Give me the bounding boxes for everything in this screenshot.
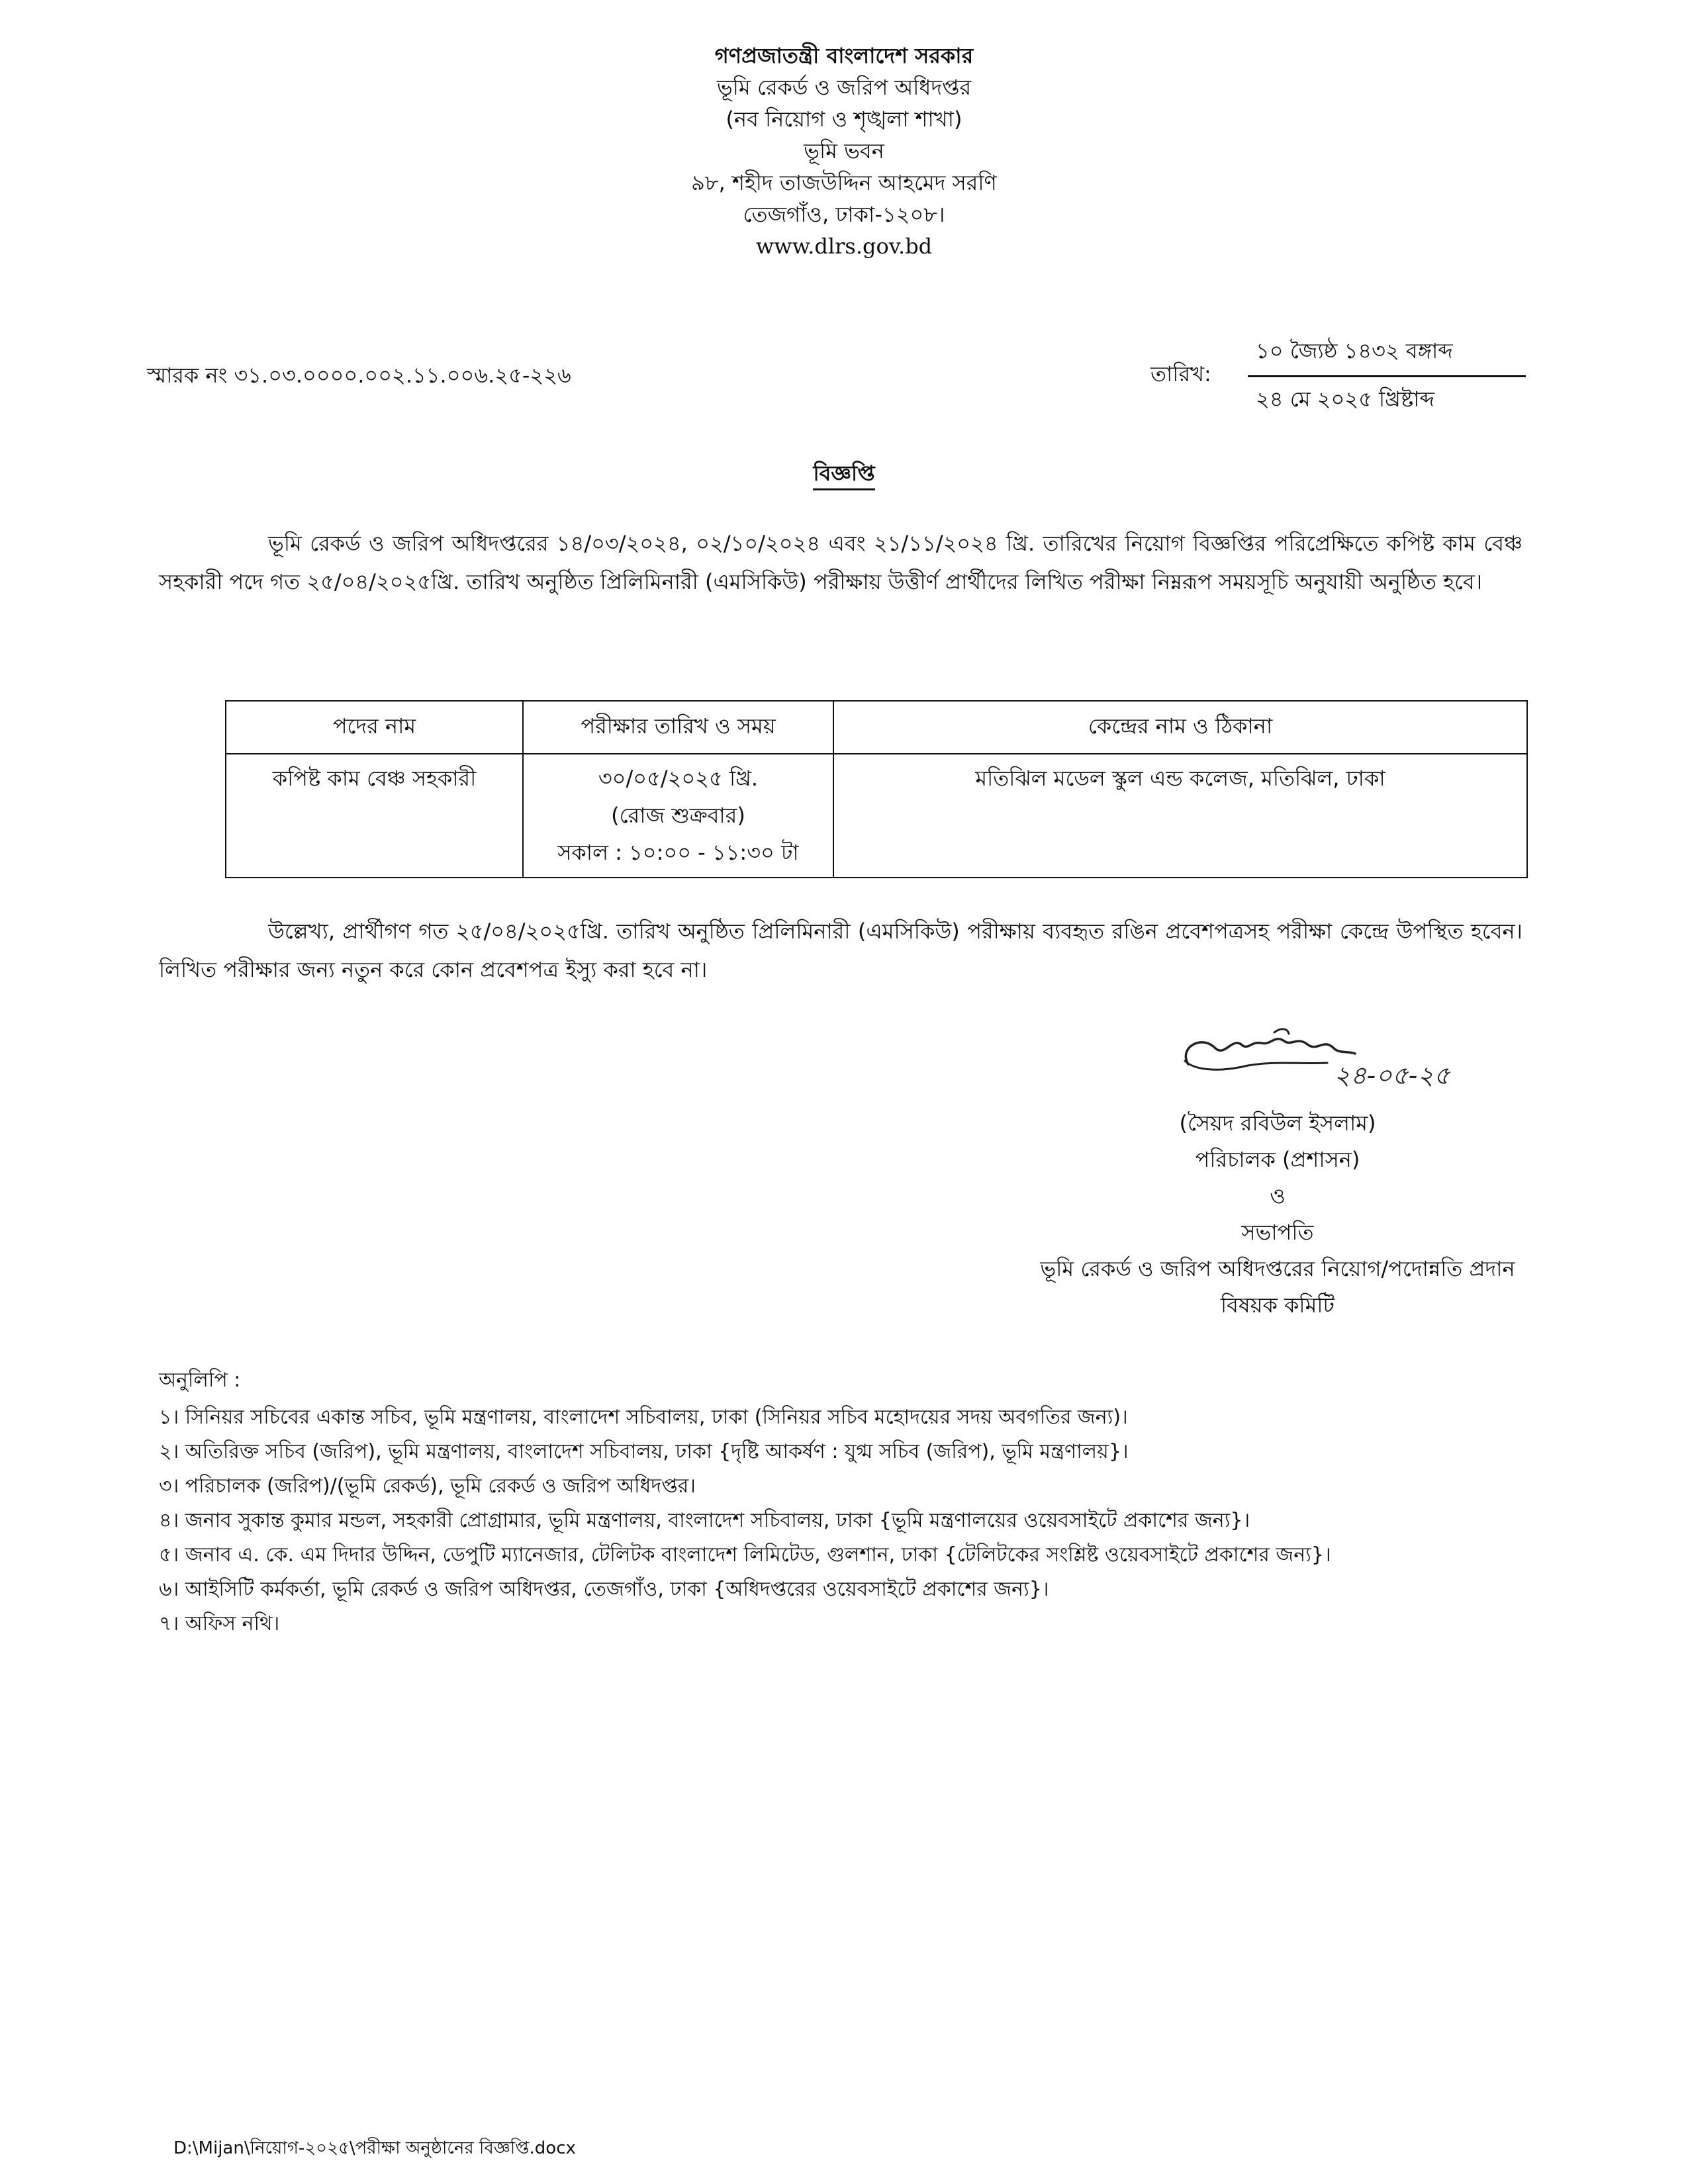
list-item: ৭। অফিস নথি। <box>159 1612 280 1635</box>
list-item: ১। সিনিয়র সচিবের একান্ত সচিব, ভূমি মন্ত্রণালয়, বাংলাদেশ সচিবালয়, ঢাকা (সিনিয়র সচিব মহোদয়ের সদয় অবগতির জন্য)। <box>159 1406 1128 1429</box>
list-item: ৬। আইসিটি কর্মকর্তা, ভূমি রেকর্ড ও জরিপ অধিদপ্তর, তেজগাঁও, ঢাকা {অধিদপ্তরের ওয়েবসাইটে প্রকাশের জন্য}। <box>159 1578 1049 1601</box>
list-item: ৪। জনাব সুকান্ত কুমার মন্ডল, সহকারী প্রোগ্রামার, ভূমি মন্ত্রণালয়, বাংলাদেশ সচিবালয়, ঢাকা {ভূমি মন্ত্রণালয়ের ওয়েবসাইটে প্রকাশের জন্য}। <box>159 1509 1250 1532</box>
copies-heading: অনুলিপি : <box>159 1369 241 1392</box>
list-item: ২। অতিরিক্ত সচিব (জরিপ), ভূমি মন্ত্রণালয়, বাংলাদেশ সচিবালয়, ঢাকা {দৃষ্টি আকর্ষণ : যুগ্ম সচিব (জরিপ), ভূমি মন্ত্রণালয়}। <box>159 1440 1129 1463</box>
cell-post: কপিষ্ট কাম বেঞ্চ সহকারী <box>226 754 523 878</box>
date-block <box>1248 334 1526 418</box>
copies-section <box>159 1363 1549 1641</box>
table-header-date-time: পরীক্ষার তারিখ ও সময় <box>523 701 833 754</box>
signature-date: ২৪-০৫-২৫ <box>1334 1061 1450 1090</box>
cell-exam-day: (রোজ শুক্রবার) <box>611 803 745 828</box>
date-bangla: ১০ জ্যৈষ্ঠ ১৪৩২ বঙ্গাব্দ <box>1248 334 1526 377</box>
notice-title-text: বিজ্ঞপ্তি <box>813 461 874 490</box>
paragraph-note-text: উল্লেখ্য, প্রার্থীগণ গত ২৫/০৪/২০২৫খ্রি. তারিখ অনুষ্ঠিত প্রিলিমিনারী (এমসিকিউ) পরীক্ষায় ব্যবহৃত রঙিন প্রবেশপত্রসহ পরীক্ষা কেন্দ্রে উপস্থিত হবেন। লিখিত পরীক্ষার জন্য নতুন করে কোন প্রবেশপত্র ইস্যু করা হবে না। <box>159 919 1523 982</box>
header-line-street: ৯৮, শহীদ তাজউদ্দিন আহমেদ সরণি <box>691 170 997 195</box>
header-line-building: ভূমি ভবন <box>804 138 884 163</box>
signatory-conjunction: ও <box>1270 1183 1286 1208</box>
table-header-row <box>226 701 1527 754</box>
header-line-branch: (নব নিয়োগ ও শৃঙ্খলা শাখা) <box>726 107 962 132</box>
cell-date-time <box>523 754 833 878</box>
cell-center: মতিঝিল মডেল স্কুল এন্ড কলেজ, মতিঝিল, ঢাকা <box>833 754 1527 878</box>
header-line-city: তেজগাঁও, ঢাকা-১২০৮। <box>743 202 945 227</box>
signatory-committee-line2: বিষয়ক কমিটি <box>1221 1293 1335 1318</box>
header-line-government: গণপ্রজাতন্ত্রী বাংলাদেশ সরকার <box>714 43 974 68</box>
notice-title <box>0 457 1688 492</box>
cell-exam-time: সকাল : ১০:০০ - ১১:৩০ টা <box>557 840 799 865</box>
list-item: ৩। পরিচালক (জরিপ)/(ভূমি রেকর্ড), ভূমি রেকর্ড ও জরিপ অধিদপ্তর। <box>159 1475 696 1498</box>
table-header-center: কেন্দ্রের নাম ও ঠিকানা <box>833 701 1527 754</box>
file-path-footer: D:\Mijan\নিয়োগ-২০২৫\পরীক্ষা অনুষ্ঠানের বিজ্ঞপ্তি.docx <box>173 2138 576 2158</box>
paragraph-intro <box>159 524 1523 601</box>
signatory-block <box>980 1105 1575 1324</box>
cell-exam-date: ৩০/০৫/২০২৫ খ্রি. <box>598 766 759 791</box>
handwritten-signature <box>1175 1024 1453 1094</box>
header-line-department: ভূমি রেকর্ড ও জরিপ অধিদপ্তর <box>716 75 972 100</box>
signatory-role: সভাপতি <box>1241 1220 1314 1245</box>
table-row <box>226 754 1527 878</box>
list-item: ৫। জনাব এ. কে. এম দিদার উদ্দিন, ডেপুটি ম্যানেজার, টেলিটক বাংলাদেশ লিমিটেড, গুলশান, ঢাকা {টেলিটকের সংশ্লিষ্ট ওয়েবসাইটে প্রকাশের জন্য}। <box>159 1543 1331 1567</box>
exam-schedule-table <box>225 700 1528 878</box>
date-label: তারিখ: <box>1150 361 1211 387</box>
header-website: www.dlrs.gov.bd <box>755 234 933 259</box>
paragraph-note <box>159 912 1523 989</box>
letterhead <box>0 40 1688 262</box>
signatory-committee-line1: ভূমি রেকর্ড ও জরিপ অধিদপ্তরের নিয়োগ/পদোন্নতি প্রদান <box>1040 1256 1515 1281</box>
signatory-name: (সৈয়দ রবিউল ইসলাম) <box>1179 1111 1376 1136</box>
memo-number: স্মারক নং ৩১.০৩.০০০০.০০২.১১.০০৬.২৫-২২৬ <box>147 363 571 388</box>
signatory-designation: পরিচালক (প্রশাসন) <box>1195 1147 1360 1172</box>
table-header-post: পদের নাম <box>226 701 523 754</box>
date-english: ২৪ মে ২০২৫ খ্রিষ্টাব্দ <box>1256 387 1434 412</box>
paragraph-intro-text: ভূমি রেকর্ড ও জরিপ অধিদপ্তরের ১৪/০৩/২০২৪, ০২/১০/২০২৪ এবং ২১/১১/২০২৪ খ্রি. তারিখের নিয়োগ বিজ্ঞপ্তির পরিপ্রেক্ষিতে কপিষ্ট কাম বেঞ্চ সহকারী পদে গত ২৫/০৪/২০২৫খ্রি. তারিখ অনুষ্ঠিত প্রিলিমিনারী (এমসিকিউ) পরীক্ষায় উত্তীর্ণ প্রার্থীদের লিখিত পরীক্ষা নিম্নরূপ সময়সূচি অনুযায়ী অনুষ্ঠিত হবে। <box>159 531 1523 594</box>
